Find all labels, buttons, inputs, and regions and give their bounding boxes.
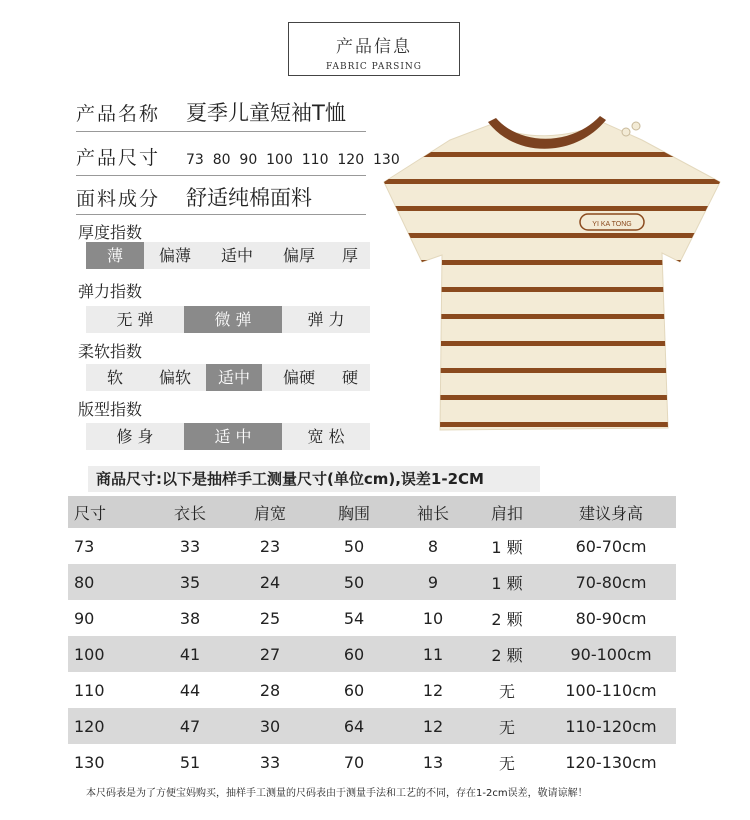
- section-subtitle: FABRIC PARSING: [326, 62, 422, 72]
- cell-length: 44: [179, 680, 201, 700]
- cell-length: 35: [150, 564, 230, 600]
- shirt-stripe: [380, 260, 725, 265]
- elasticity-scale: [86, 306, 370, 333]
- softness-option-slightly-hard: 偏硬: [282, 368, 315, 387]
- cell-length: 47: [150, 708, 230, 744]
- table-row: [68, 600, 676, 636]
- thickness-option-thick: 厚: [341, 246, 358, 265]
- cell-height: 70-80cm: [546, 564, 676, 600]
- table-row: [68, 564, 676, 600]
- size-table: [68, 496, 676, 780]
- header-shoulder: 肩宽: [230, 496, 310, 528]
- cell-shoulder: 23: [259, 536, 281, 556]
- thickness-option-slightly-thin: 偏薄: [158, 246, 191, 265]
- cell-size: 120: [68, 708, 150, 744]
- shirt-logo-text: YI KA TONG: [592, 221, 632, 228]
- shirt-stripe: [380, 152, 725, 157]
- header-length: 衣长: [150, 496, 230, 528]
- cell-chest: 60: [343, 680, 365, 700]
- cell-sleeve: 13: [422, 752, 444, 772]
- fit-option-loose: 宽 松: [307, 427, 345, 446]
- cell-shoulder: 27: [230, 636, 310, 672]
- shirt-stripe: [380, 233, 725, 238]
- shirt-stripe: [380, 341, 725, 346]
- cell-shoulder: 25: [259, 608, 281, 628]
- product-size-row: [76, 143, 400, 170]
- header-sleeve: 袖长: [398, 496, 468, 528]
- cell-sleeve: 12: [422, 680, 444, 700]
- cell-height: 120-130cm: [565, 752, 657, 772]
- table-row: [68, 636, 676, 672]
- cell-size: 130: [74, 752, 105, 772]
- table-row: [68, 744, 676, 780]
- product-name-label: 产品名称: [76, 103, 161, 125]
- cell-size: 80: [68, 564, 150, 600]
- table-row: [68, 708, 676, 744]
- size-table-caption: 商品尺寸:以下是抽样手工测量尺寸(单位cm),误差1-2CM: [88, 466, 540, 492]
- cell-height: 80-90cm: [575, 608, 647, 628]
- cell-sleeve: 10: [422, 608, 444, 628]
- product-fabric-value: 舒适纯棉面料: [186, 186, 312, 210]
- measurement-footnote: 本尺码表是为了方便宝妈购买，抽样手工测量的尺码表由于测量手法和工艺的不同，存在1-2cm误差，敬请谅解！: [86, 788, 588, 799]
- cell-buttons: 2 颗: [491, 609, 523, 629]
- thickness-scale: [86, 242, 370, 269]
- fit-label: 版型指数: [78, 400, 143, 419]
- shirt-stripe: [380, 287, 725, 292]
- header-height: 建议身高: [546, 496, 676, 528]
- shirt-stripe: [380, 314, 725, 319]
- elasticity-label: 弹力指数: [78, 282, 143, 301]
- fit-option-slim: 修 身: [116, 427, 154, 446]
- header-size: 尺寸: [68, 496, 150, 528]
- cell-sleeve: 8: [427, 536, 439, 556]
- cell-length: 38: [179, 608, 201, 628]
- product-fabric-row: [76, 182, 312, 212]
- cell-size: 73: [74, 536, 95, 556]
- softness-label: 柔软指数: [78, 342, 143, 361]
- shirt-stripe: [380, 206, 725, 211]
- cell-chest: 60: [310, 636, 398, 672]
- product-name-row: [76, 97, 346, 127]
- cell-chest: 64: [310, 708, 398, 744]
- cell-size: 110: [74, 680, 105, 700]
- divider: [76, 214, 366, 215]
- softness-option-hard: 硬: [341, 368, 358, 387]
- fit-option-regular: 适 中: [184, 423, 282, 450]
- softness-option-medium: 适中: [206, 364, 262, 391]
- cell-chest: 54: [343, 608, 365, 628]
- divider: [76, 175, 366, 176]
- section-title-box: [288, 22, 460, 76]
- shirt-stripe: [380, 179, 725, 184]
- thickness-label: 厚度指数: [78, 223, 143, 242]
- header-buttons: 肩扣: [468, 496, 546, 528]
- cell-length: 33: [179, 536, 201, 556]
- softness-option-soft: 软: [106, 368, 123, 387]
- divider: [76, 131, 366, 132]
- cell-buttons: 2 颗: [468, 636, 546, 672]
- cell-size: 90: [74, 608, 95, 628]
- cell-chest: 50: [310, 564, 398, 600]
- cell-length: 51: [179, 752, 201, 772]
- cell-shoulder: 33: [259, 752, 281, 772]
- cell-sleeve: 12: [398, 708, 468, 744]
- section-title: 产品信息: [336, 37, 412, 57]
- cell-buttons: 无: [498, 681, 515, 701]
- product-fabric-label: 面料成分: [76, 188, 161, 210]
- table-row: [68, 672, 676, 708]
- cell-buttons: 无: [498, 753, 515, 773]
- cell-buttons: 1 颗: [491, 537, 523, 557]
- cell-chest: 70: [343, 752, 365, 772]
- cell-shoulder: 28: [259, 680, 281, 700]
- elasticity-option-slight: 微 弹: [184, 306, 282, 333]
- thickness-option-thin: 薄: [86, 242, 144, 269]
- thickness-option-slightly-thick: 偏厚: [282, 246, 315, 265]
- elasticity-option-elastic: 弹 力: [307, 310, 345, 329]
- cell-length: 41: [150, 636, 230, 672]
- cell-height: 110-120cm: [546, 708, 676, 744]
- shirt-stripe: [380, 422, 725, 427]
- shirt-stripe: [380, 395, 725, 400]
- thickness-option-medium: 适中: [220, 246, 253, 265]
- cell-size: 100: [68, 636, 150, 672]
- cell-shoulder: 24: [230, 564, 310, 600]
- cell-chest: 50: [343, 536, 365, 556]
- product-size-value: 73 80 90 100 110 120 130: [186, 152, 400, 168]
- product-name-value: 夏季儿童短袖T恤: [186, 101, 346, 125]
- softness-scale: [86, 364, 370, 391]
- shirt-stripe: [380, 368, 725, 373]
- cell-buttons: 无: [468, 708, 546, 744]
- fit-scale: [86, 423, 370, 450]
- table-row: [68, 528, 676, 564]
- cell-height: 90-100cm: [546, 636, 676, 672]
- cell-sleeve: 9: [398, 564, 468, 600]
- cell-sleeve: 11: [398, 636, 468, 672]
- header-chest: 胸围: [310, 496, 398, 528]
- softness-option-slightly-soft: 偏软: [158, 368, 191, 387]
- cell-height: 60-70cm: [575, 536, 647, 556]
- elasticity-option-none: 无 弹: [116, 310, 154, 329]
- cell-buttons: 1 颗: [468, 564, 546, 600]
- product-size-label: 产品尺寸: [76, 147, 161, 169]
- cell-shoulder: 30: [230, 708, 310, 744]
- table-header-row: [68, 496, 676, 528]
- tshirt-product-image: [380, 110, 725, 445]
- cell-height: 100-110cm: [565, 680, 657, 700]
